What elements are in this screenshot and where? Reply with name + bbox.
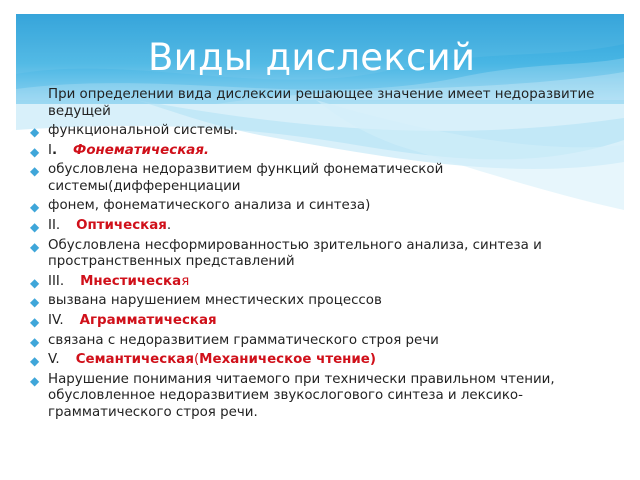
item-number: I	[48, 142, 52, 158]
bullet-icon: ◆	[30, 334, 40, 349]
dyslexia-type-name: Аграмматическая	[79, 312, 217, 328]
item-tail: я	[181, 273, 190, 289]
list-item	[30, 372, 610, 422]
list-item	[30, 274, 610, 291]
list-item	[30, 293, 610, 310]
content-list	[30, 123, 610, 425]
list-item	[30, 198, 610, 215]
dyslexia-type-name: Оптическая	[76, 217, 167, 233]
list-item	[30, 238, 610, 271]
item-text: вызвана нарушением мнестических процессов	[48, 293, 382, 309]
slide-title: Виды дислексий	[148, 36, 476, 79]
bullet-icon: ◆	[30, 275, 40, 290]
list-item	[30, 123, 610, 140]
bullet-icon: ◆	[30, 239, 40, 254]
list-item	[30, 162, 610, 195]
list-item	[30, 218, 610, 235]
bullet-icon: ◆	[30, 295, 40, 310]
list-item	[30, 333, 610, 350]
item-number: II.	[48, 217, 61, 233]
list-item	[30, 143, 610, 160]
dyslexia-type-alt-name: Механическое чтение)	[199, 352, 377, 368]
bullet-icon: ◆	[30, 125, 40, 139]
item-text: связана с недоразвитием грамматического строя речи	[48, 332, 439, 348]
bullet-icon: ◆	[30, 164, 40, 179]
bullet-icon: ◆	[30, 144, 40, 159]
item-tail: .	[166, 217, 172, 233]
bullet-icon: ◆	[30, 354, 40, 369]
dyslexia-type-name: Мнестическа	[80, 273, 182, 289]
item-paren: (	[193, 352, 200, 368]
item-text: Обусловлена несформированностью зрительного анализа, синтеза и пространственных представлений	[48, 237, 542, 270]
item-text: Нарушение понимания читаемого при технически правильном чтении, обусловленное недоразвитием звукослогового синтеза и лексико-грамматического строя речи.	[48, 371, 555, 420]
item-number: III.	[48, 273, 65, 289]
bullet-icon: ◆	[30, 314, 40, 329]
item-number: V.	[48, 352, 60, 368]
list-item	[30, 352, 610, 369]
bullet-icon: ◆	[30, 219, 40, 234]
dyslexia-type-name: Фонематическая.	[73, 142, 210, 158]
item-text: обусловлена недоразвитием функций фонематической системы(дифференциации	[48, 162, 444, 194]
bullet-icon: ◆	[30, 373, 40, 388]
list-item	[30, 313, 610, 330]
item-number: IV.	[48, 312, 64, 328]
dyslexia-type-name: Семантическая	[75, 352, 194, 368]
intro-text: При определении вида дислексии решающее значение имеет недоразвитие ведущей	[48, 87, 595, 119]
bullet-icon: ◆	[30, 200, 40, 215]
item-text: фонем, фонематического анализа и синтеза)	[48, 198, 371, 214]
item-number-dot: .	[51, 142, 58, 158]
item-text: функциональной системы.	[48, 123, 238, 138]
